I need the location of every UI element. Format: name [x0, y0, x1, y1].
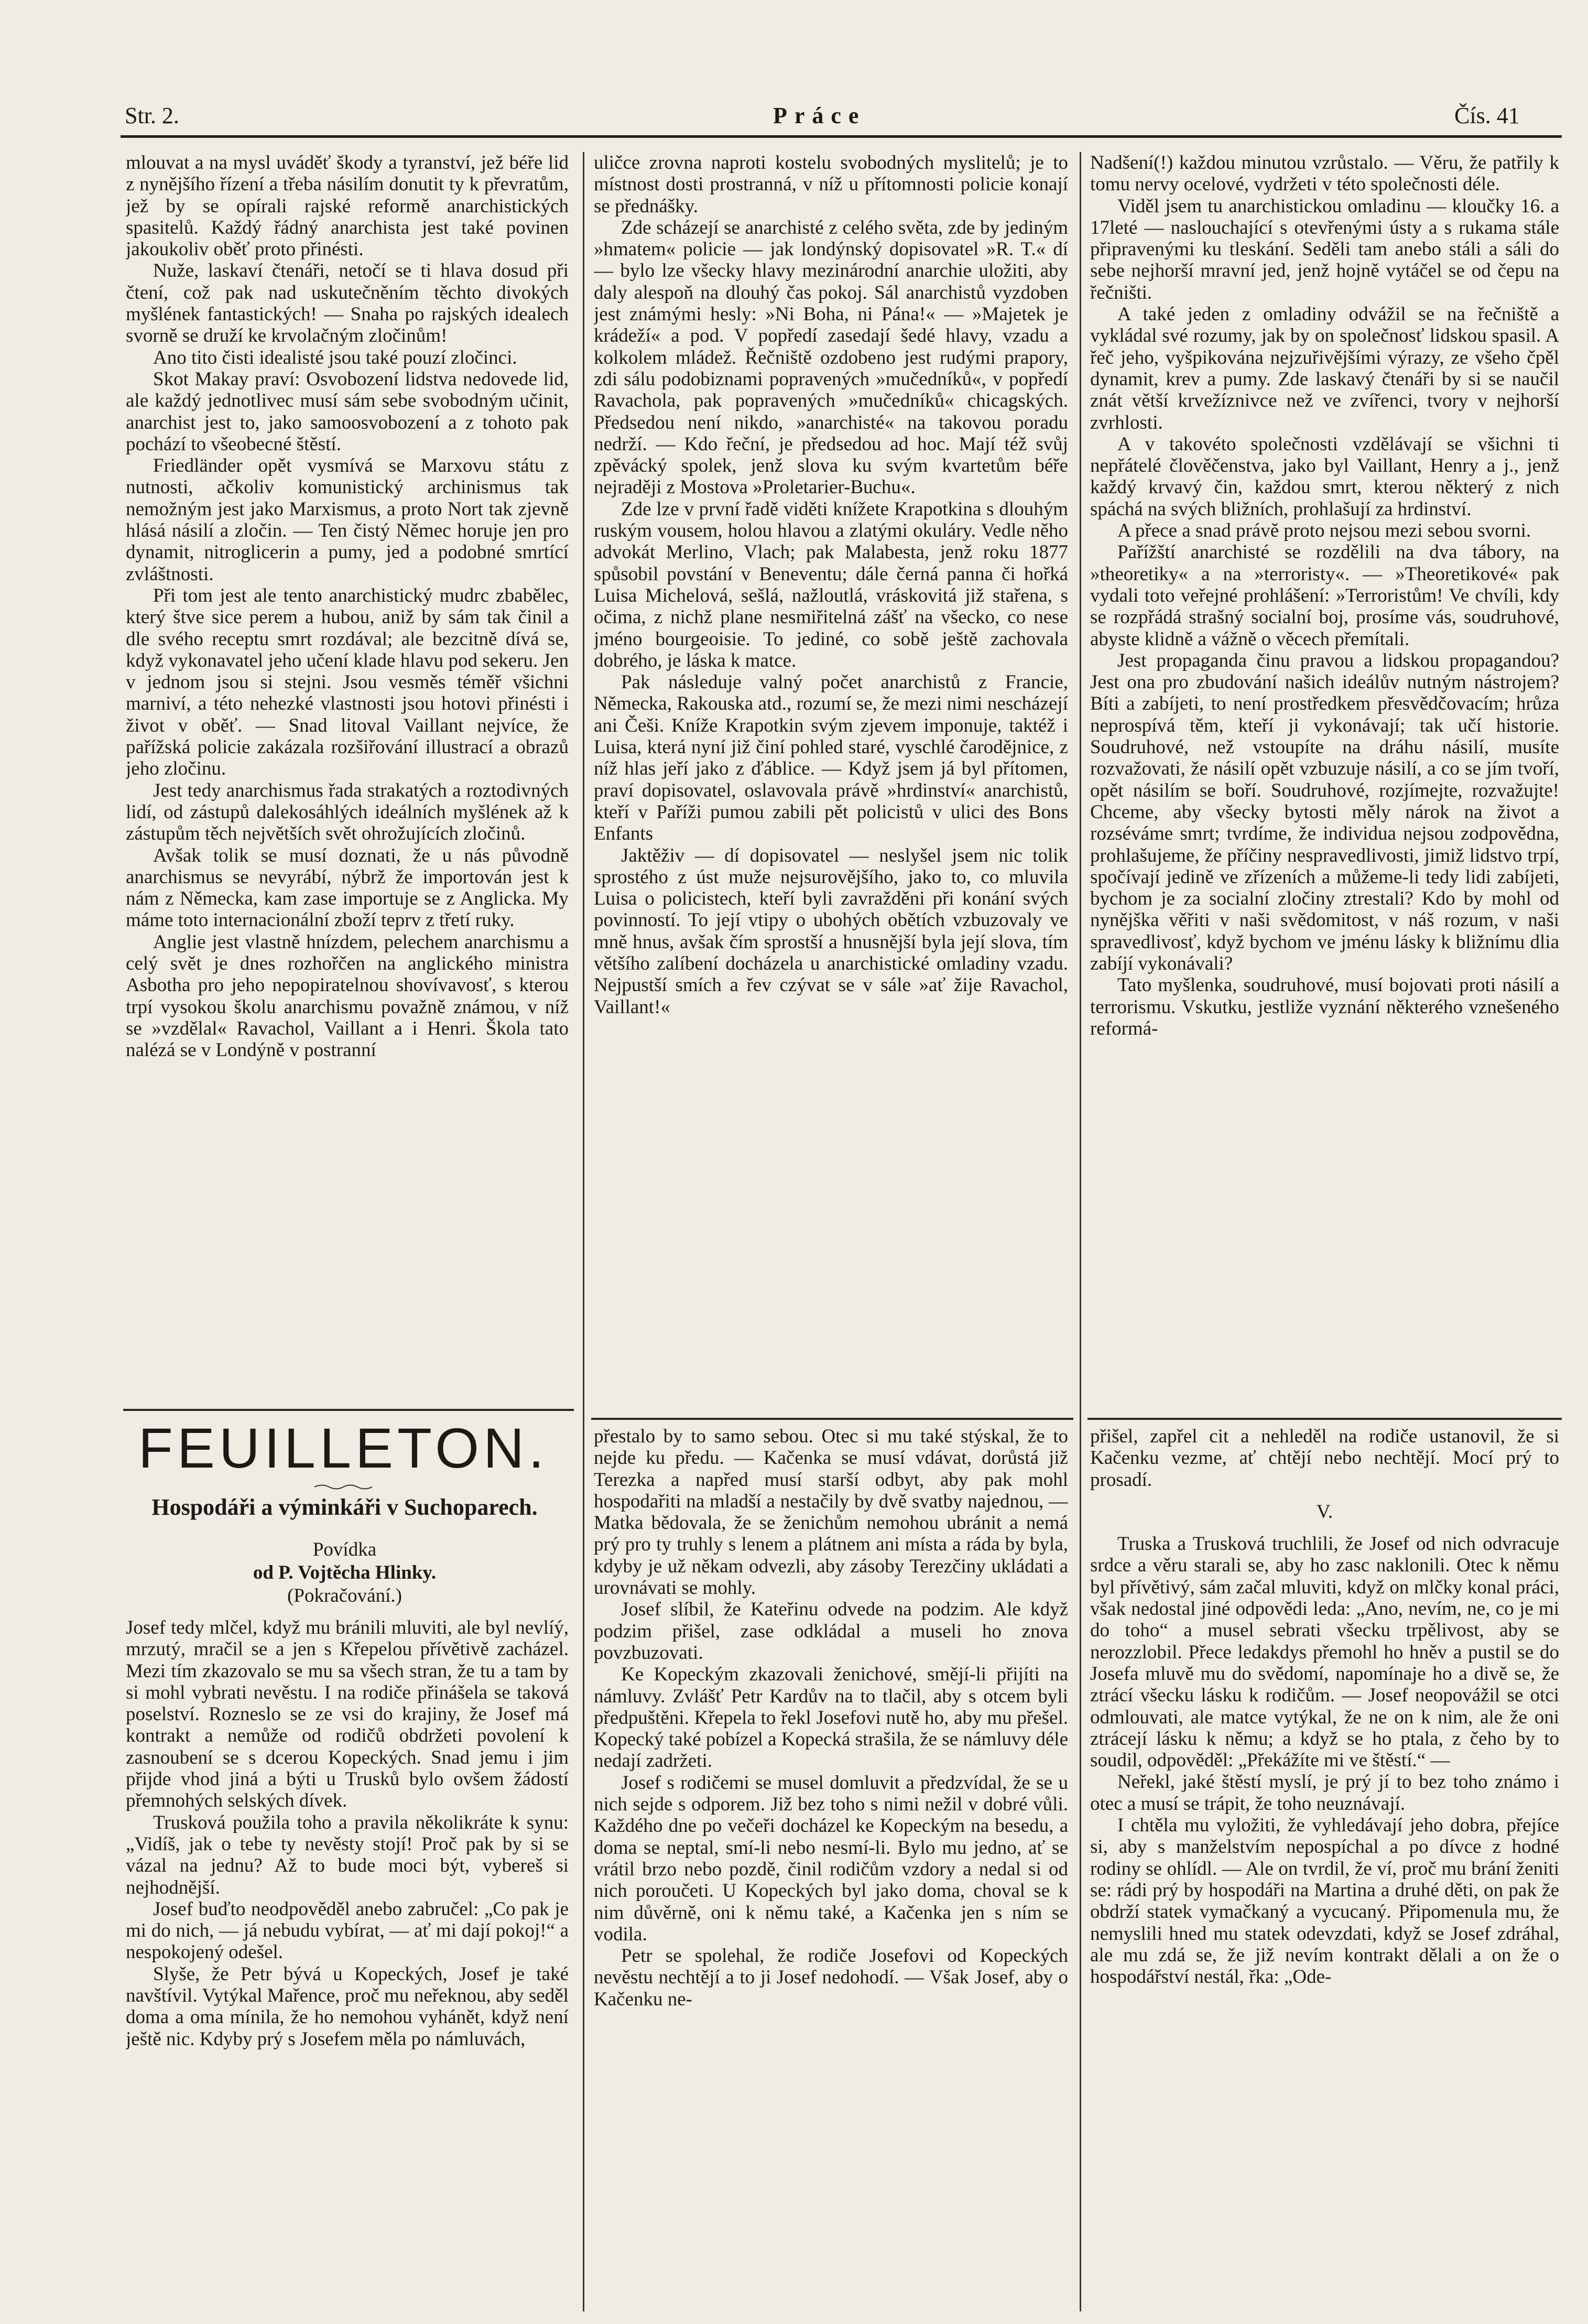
- paragraph: Skot Makay praví: Osvobození lidstva nedovede lid, ale každý jednotlivec musí sám sebe svobodným učinit, anarchist jest to, jako samoosvobození a z tohoto pak pochází to všeobecné štěstí.: [126, 368, 569, 455]
- column-rule-2: [1080, 152, 1081, 2311]
- paragraph: Avšak tolik se musí doznati, že u nás původně anarchismus se nevyrábí, nýbrž že importován jest k nám z Německa, kam zase importuje se z Anglicka. My máme toto internacionální zboží teprv z třetí ruky.: [126, 844, 569, 931]
- page-number: Str. 2.: [125, 103, 179, 128]
- column-rule-1: [583, 152, 584, 2311]
- paragraph: Zde lze v první řadě viděti knížete Krapotkina s dlouhým ruským vousem, holou hlavou a zlatými okuláry. Vedle něho advokát Merlino, Vlach; pak Malabesta, jenž roku 1877 spůsobil povstání v Beneventu; dále černá panna či hořká Luisa Michelová, sešlá, nažloutlá, vráskovitá již stařena, s očima, z nichž plane nesmiřitelná zášť na všecko, co nese jméno bourgeoisie. To jediné, co sobě ještě zachovala dobrého, je láska k matce.: [594, 498, 1068, 671]
- paragraph: A přece a snad právě proto nejsou mezi sebou svorni.: [1117, 520, 1531, 542]
- paragraph: Viděl jsem tu anarchistickou omladinu — kloučky 16. a 17leté — naslouchající s otevřenými ústy a s rukama stále připravenými ku tleskání. Seděli tam anebo stáli a sáli do sebe nejhorší mravní jed, jenž hojně vytáčel se od čepu na řečništi.: [1090, 195, 1559, 303]
- feuilleton-column-1: [126, 1617, 569, 2309]
- paragraph: Josef s rodičemi se musel domluvit a předzvídal, že se u nich sejde s odporem. Již bez toho s nimi nežil v dobré vůli. Každého dne po večeři docházel ke Kopeckým na besedu, a doma se neptal, smí-li nebo nesmí-li. Bylo mu jedno, ať se vrátil brzo nebo pozdě, činil rodičům vzdory a nedal si od nich poroučeti. U Kopeckých byl jako doma, choval se k nim důvěrně, oni k němu také, a Kačenka jen s ním se vodila.: [594, 1772, 1068, 1945]
- feuilleton-heading: FEUILLETON.: [138, 1416, 549, 1480]
- paragraph: přišel, zapřel cit a nehleděl na rodiče ustanovil, že si Kačenku vezme, ať chtějí nebo nechtějí. Mocí prý to prosadí.: [1090, 1426, 1559, 1491]
- feuilleton-column-2: [594, 1426, 1068, 2311]
- paragraph: Jest tedy anarchismus řada strakatých a roztodivných lidí, od zástupů dalekosáhlých ideálních myšlének až k zástupům těch největších svět ohrožujících zločinů.: [126, 779, 569, 845]
- ornament-icon: [314, 1483, 372, 1491]
- paragraph: I chtěla mu vyložiti, že vyhledávají jeho dobra, přejíce si, aby s manželstvím nepospíchal a po dívce z hodné rodiny se ohlídl. — Ale on tvrdil, že ví, proč mu brání ženiti se: rádi prý by hospodáři na Martina a druhé děti, on pak že obdrží statek vymačkaný a vycucaný. Připomenula mu, že nemyslili hned mu statek odevzdati, když se Josef zdráhal, ale mu zdá se, že již nevím kontrakt dělali a on že o hospodářství nestál, řka: „Ode-: [1090, 1815, 1559, 1988]
- story-author: od P. Vojtěcha Hlinky.: [253, 1562, 437, 1583]
- feuilleton-column-3: [1090, 1426, 1559, 2311]
- paragraph: Anglie jest vlastně hnízdem, pelechem anarchismu a celý svět je dnes rozhořčen na anglického ministra Asbotha pro jeho nepopiratelnou shovívavosť, s kterou trpí vysokou školu anarchismu považně známou, v níž se »vzdělal« Ravachol, Vaillant a i Henri. Škola tato nalézá se v Londýně v postranní: [126, 931, 569, 1061]
- paragraph: Ke Kopeckým zkazovali ženichové, smějí-li přijíti na námluvy. Zvlášť Petr Kardův na to tlačil, aby s otcem byli předpuštěni. Křepela to řekl Josefovi nutě ho, aby mu přešel. Kopecký také pobízel a Kopecká strašila, že se námluvy déle nedají zadržeti.: [594, 1664, 1068, 1772]
- paragraph: uličce zrovna naproti kostelu svobodných myslitelů; je to místnost dosti prostranná, v níž u přítomnosti policie konají se přednášky.: [594, 152, 1068, 217]
- paragraph: Slyše, že Petr bývá u Kopeckých, Josef je také navštívil. Vytýkal Mařence, proč mu neřeknou, aby seděl doma a oma mínila, že ho nemohou vyhánět, když není ještě nic. Kdyby prý s Josefem měla po námluvách,: [126, 1963, 569, 2050]
- article-column-3: [1090, 152, 1559, 1410]
- feuilleton-rule-2: [591, 1418, 1073, 1420]
- newspaper-title: Práce: [773, 103, 866, 128]
- paragraph: Jest propaganda činu pravou a lidskou propagandou? Jest ona pro zbudování našich ideálův nutným nástrojem? Bíti a zabíjeti, to není prostředkem přesvědčovacím; hrůza neprospívá těm, kteří ji vykonávají; tak učí historie. Soudruhové, než vstoupíte na dráhu násilí, musíte rozvažovati, že násilí opět vzbuzuje násilí, a co se jím tvoří, opět násilím se boří. Soudruhové, rozjímejte, rozvažujte! Chceme, aby všecky bytosti měly nárok na život a rozséváme smrt; tvrdíme, že individua nejsou zodpovědna, prohlašujeme, že příčiny nespravedlivosti, jimiž lidstvo trpí, spočívají jedině ve zřízeních a můžeme-li tedy lidi zabíjeti, bychom je za socialní zločiny ztrestali? Kdo by mohl od nynějška věřiti v naši svědomitost, v náš rozum, v naši spravedlivosť, když bychom ve jménu lásky k bližnímu dlia zabíjí vykonávali?: [1090, 649, 1559, 974]
- paragraph: Trusková použila toho a pravila několikráte k synu: „Vidíš, jak o tebe ty nevěsty stojí! Proč pak by si se vázal na jednu? Až to bude moci být, vybereš si nejhodnější.: [126, 1811, 569, 1898]
- story-continued: (Pokračování.): [287, 1585, 402, 1606]
- paragraph: A také jeden z omladiny odvážil se na řečniště a vykládal své rozumy, jak by on společnosť lidskou spasil. A řeč jeho, vyšpikována nejzuřivějšími výrazy, ze všeho čpěl dynamit, krev a pumy. Zde laskavý čtenáři by si se naučil znát větší krvežíznivce než ve zvířenci, tvory v nejhorší zvrhlosti.: [1090, 303, 1559, 433]
- story-title: Hospodáři a výminkáři v Suchoparech.: [151, 1494, 538, 1520]
- paragraph: Josef slíbil, že Kateřinu odvede na podzim. Ale když podzim přišel, zase odkládal a museli ho znova povzbuzovati.: [594, 1599, 1068, 1664]
- issue-number: Čís. 41: [1454, 103, 1520, 128]
- paragraph: A v takovéto společnosti vzdělávají se všichni ti nepřátelé člověčenstva, jako byl Vaillant, Henry a j., jenž každý krvavý čin, každou smrt, kterou některý z nich spáchá na svých bližních, prohlašují za hrdinství.: [1090, 433, 1559, 520]
- chapter-heading: V.: [1316, 1501, 1333, 1523]
- story-genre: Povídka: [312, 1539, 377, 1560]
- paragraph: Při tom jest ale tento anarchistický mudrc zbabělec, který štve sice perem a hubou, aniž by sám tak činil a dle svého receptu smrt rozdával; ale bezcitně dívá se, když vykonavatel jeho učení klade hlavu pod sekeru. Jen v jednom jsou si stejni. Jsou vesměs téměř všichni marniví, a této nehezké vlastnosti jsou hotovi přinésti i život v oběť. — Snad litoval Vaillant nejvíce, že pařížská policie zakázala rozšiřování illustrací a obrazů jeho zločinu.: [126, 584, 569, 780]
- paragraph: Neřekl, jaké štěstí myslí, je prý jí to bez toho známo i otec a musí se trápit, že toho neuznávají.: [1090, 1771, 1559, 1815]
- paragraph: Petr se spolehal, že rodiče Josefovi od Kopeckých nevěstu nechtějí a to ji Josef nedohodí. — Však Josef, aby o Kačenku ne-: [594, 1945, 1068, 2010]
- paragraph: Josef buďto neodpověděl anebo zabručel: „Co pak je mi do nich, — já nebudu vybírat, — ať mi dají pokoj!“ a nespokojený odešel.: [126, 1898, 569, 1963]
- paragraph: mlouvat a na mysl uváděť škody a tyranství, jež béře lid z nynějšího řízení a třeba násilím donutit ty k převratům, jež by se opírali rajské reformě anarchistických spasitelů. Každý řádný anarchista jest také povinen jakoukoliv oběť proto přinésti.: [126, 152, 569, 260]
- paragraph: Pak následuje valný počet anarchistů z Francie, Německa, Rakouska atd., rozumí se, že mezi nimi nescházejí ani Češi. Kníže Krapotkin svým zjevem imponuje, taktéž i Luisa, která nyní již činí pohled staré, vyschlé čarodějnice, z níž hlas jeří jako z ďáblice. — Když jsem já byl přítomen, praví dopisovatel, oslavovala právě »hrdinství« anarchistů, kteří v Paříži pumou zabili pět policistů v ulici des Bons Enfants: [594, 671, 1068, 845]
- paragraph: Tato myšlenka, soudruhové, musí bojovati proti násilí a terrorismu. Vskutku, jestliže vyznání některého vznešeného reformá-: [1090, 974, 1559, 1039]
- paragraph: Ano tito čisti idealisté jsou také pouzí zločinci.: [153, 346, 517, 368]
- paragraph: Jaktěživ — dí dopisovatel — neslyšel jsem nic tolik sprostého z úst muže nejsurovějšího, jako to, co mluvila Luisa o policistech, kteří byli zavražděni při konání svých povinností. To její vtipy o ubohých obětích vzbuzovaly ve mně hnus, avšak čím sprostší a hnusnější byla její slova, tím většího zalíbení docházela u anarchistické omladiny vzadu. Nejpustší smích a řev czývat se v sále »ať žije Ravachol, Vaillant!«: [594, 844, 1068, 1018]
- paragraph: Truska a Trusková truchlili, že Josef od nich odvracuje srdce a věru starali se, aby ho zasc naklonili. Otec k němu byl přívětivý, sám začal mluviti, když on mlčky konal práci, však nedostal jiné odpovědi leda: „Ano, nevím, ne, co je mi do toho“ a musel sebrati všecku trpělivost, aby se nerozzlobil. Přece ledakdys přemohl ho hněv a pustil se do Josefa mluvě mu do svědomí, napomínaje ho a divě se, že ztrácí všecku lásku k rodičům. — Josef neopovážil se otci odmlouvati, ale matce vytýkal, že ne on k nim, ale že oni ztrácejí lásku k němu; a když se ho ptala, z čeho by to soudil, odpověděl: „Překážíte mi ve štěstí.“ —: [1090, 1533, 1559, 1772]
- paragraph: Nadšení(!) každou minutou vzrůstalo. — Věru, že patřily k tomu nervy ocelové, vydržeti v této společnosti déle.: [1090, 152, 1559, 196]
- paragraph: Pařížští anarchisté se rozdělili na dva tábory, na »theoretiky« a na »terroristy«. — »Theoretikové« pak vydali toto veřejné prohlášení: »Terroristům! Ve chvíli, kdy se rozpřádá strašný socialní boj, prosíme vás, soudruhové, abyste klidně a vážně o věcech přemítali.: [1090, 541, 1559, 650]
- paragraph: Zde scházejí se anarchisté z celého světa, zde by jediným »hmatem« policie — jak londýnský dopisovatel »R. T.« dí — bylo lze všecky hlavy mezinárodní anarchie uložiti, aby daly alespoň na dlouhý čas pokoj. Sál anarchistů vyzdoben jest známými hesly: »Ni Boha, ni Pána!« — »Majetek je krádeží« a pod. V popředí zasedají šedé hlavy, vzadu a kolkolem mládež. Řečniště ozdobeno jest rudými prapory, zdi sálu podobiznami popravených »mučedníků«, v popředí Ravachola, pak popravených »mučedníků« chicagských. Předsedou není nikdo, »anarchisté« na takovou poradu nedrží. — Kdo řeční, je předsedou ad hoc. Mají též svůj zpěvácký spolek, jenž slova ku svým kvartetům béře nejraději z Mostova »Proletarier-Buchu«.: [594, 216, 1068, 498]
- paragraph: Nuže, laskaví čtenáři, netočí se ti hlava dosud při čtení, což pak nad uskutečněním těchto divokých myšlének fantastických! — Snaha po rajských idealech svorně se druží ke krvolačným zločinům!: [126, 260, 569, 347]
- article-column-2: [594, 152, 1068, 1410]
- header-rule: [121, 135, 1562, 138]
- paragraph: Josef tedy mlčel, když mu bránili mluviti, ale byl nevlíý, mrzutý, mračil se a jen s Křepelou přívětivě zacházel. Mezi tím zkazovalo se mu sa všech stran, že tu a tam by si mohl vybrati nevěstu. I na rodiče přinášela se taková poselství. Rozneslo se ze vsi do krajiny, že Josef má kontrakt a nemůže od rodičů obdržeti povolení k zasnoubení se s dcerou Kopeckých. Snad jemu i jim přijde vhod jiná a býti u Trusků bylo ovšem žádostí přemnohých selských dívek.: [126, 1617, 569, 1812]
- story-byline: [123, 1538, 566, 1608]
- feuilleton-rule-3: [1087, 1418, 1562, 1420]
- feuilleton-rule-1: [123, 1409, 574, 1411]
- paragraph: přestalo by to samo sebou. Otec si mu také stýskal, že to nejde ku předu. — Kačenka se musí vdávat, dorůstá již Terezka a napřed musí starší odbyt, aby pak mohl hospodařiti na mladší a nestačily by dvě svatby najednou, — Matka bědovala, že se ženichům nemohou ubránit a nemá prý pro ty truhly s lenem a plátnem ani místa a ráda by byla, kdyby je už někam odvezli, aby zásoby Terezčiny ukládati a urovnávati se mohly.: [594, 1426, 1068, 1599]
- article-column-1: [126, 152, 569, 1405]
- paragraph: Friedländer opět vysmívá se Marxovu státu z nutnosti, ačkoliv komunistický archinismus tak nemožným jest jako Marxismus, a proto Nort tak zjevně hlásá násilí a zločin. — Ten čistý Němec horuje jen pro dynamit, nitroglicerin a pumy, jed a podobné smrtící zvláštnosti.: [126, 455, 569, 585]
